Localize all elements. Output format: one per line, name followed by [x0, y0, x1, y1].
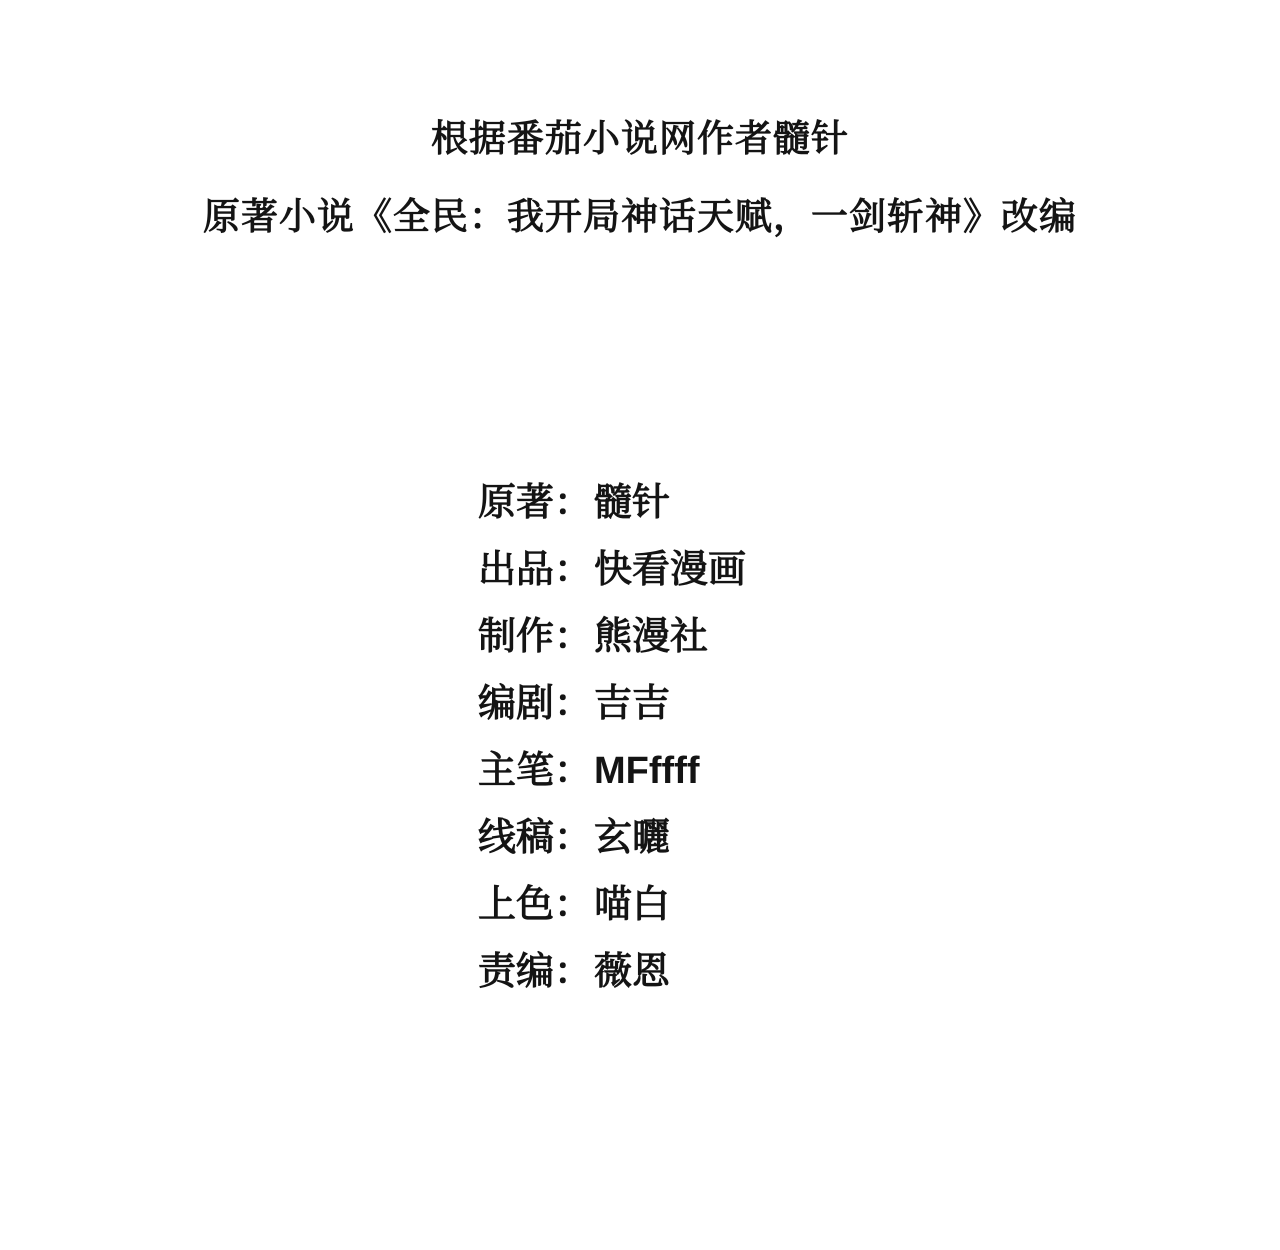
credit-row [0, 872, 1280, 939]
credit-role: 线稿 [478, 817, 555, 859]
credit-name: 熊漫社 [594, 616, 709, 658]
credit-role: 上色 [478, 884, 555, 926]
credit-name: MFffff [594, 750, 700, 792]
credit-role: 责编 [478, 951, 555, 993]
credit-row [0, 738, 1280, 805]
credit-separator: ： [554, 884, 593, 926]
credit-separator: ： [554, 549, 593, 591]
credit-separator: ： [554, 683, 593, 725]
credit-separator: ： [554, 817, 593, 859]
credit-role: 主笔 [478, 750, 555, 792]
credit-role: 出品 [478, 549, 555, 591]
credit-name: 快看漫画 [594, 549, 747, 591]
credit-name: 薇恩 [594, 951, 671, 993]
credit-row [0, 671, 1280, 738]
credit-row [0, 939, 1280, 1006]
credit-separator: ： [554, 951, 593, 993]
adaptation-notice-line-2: 原著小说《全民：我开局神话天赋，一剑斩神》改编 [203, 196, 1077, 237]
credit-row [0, 470, 1280, 537]
credit-separator: ： [554, 482, 593, 524]
adaptation-notice [0, 100, 1280, 256]
credit-role: 编剧 [478, 683, 555, 725]
credit-separator: ： [554, 616, 593, 658]
credit-name: 髓针 [594, 482, 671, 524]
credit-name: 喵白 [594, 884, 671, 926]
credits-list [0, 470, 1280, 1006]
credit-row [0, 805, 1280, 872]
credit-separator: ： [554, 750, 593, 792]
credit-row [0, 604, 1280, 671]
credit-name: 玄曬 [594, 817, 671, 859]
credit-row [0, 537, 1280, 604]
credit-role: 原著 [478, 482, 555, 524]
credit-role: 制作 [478, 616, 555, 658]
credit-name: 吉吉 [594, 683, 671, 725]
adaptation-notice-line-1: 根据番茄小说网作者髓针 [431, 118, 849, 159]
